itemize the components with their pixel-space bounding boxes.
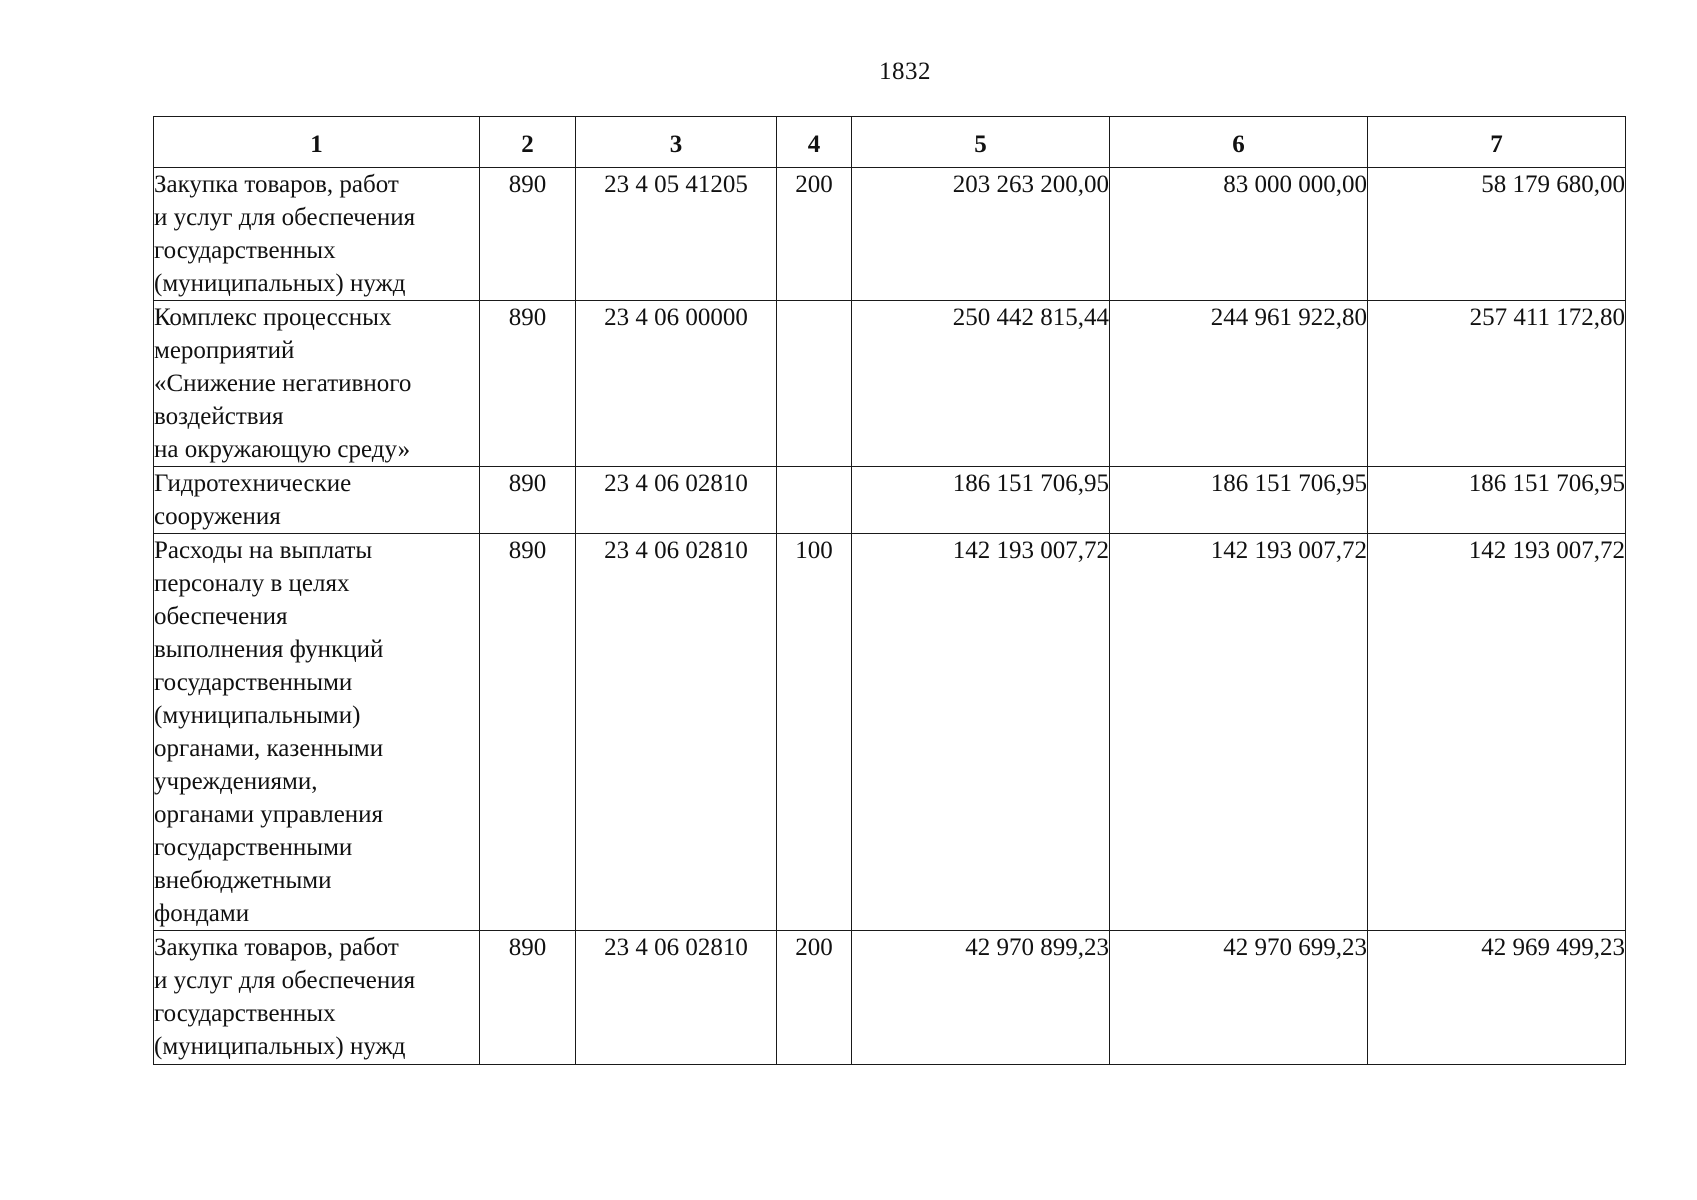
row-col5-cell: 142 193 007,72	[852, 534, 1110, 931]
table-body	[154, 168, 1626, 1065]
row-col7-cell: 142 193 007,72	[1368, 534, 1626, 931]
row-col5-cell: 203 263 200,00	[852, 168, 1110, 301]
table-header	[154, 117, 1626, 168]
row-col6-cell: 83 000 000,00	[1110, 168, 1368, 301]
row-name-line: государственными	[154, 834, 353, 861]
table-row	[154, 467, 1626, 534]
row-name-line: на окружающую среду»	[154, 436, 411, 463]
header-col-1: 1	[154, 117, 480, 168]
row-name-cell	[154, 534, 480, 931]
row-col7-cell: 58 179 680,00	[1368, 168, 1626, 301]
row-name-line: государственными	[154, 669, 353, 696]
row-col5-cell: 186 151 706,95	[852, 467, 1110, 534]
row-name-line: (муниципальных) нужд	[154, 270, 406, 297]
row-col5-cell: 42 970 899,23	[852, 931, 1110, 1065]
row-col4-cell: 200	[777, 931, 852, 1065]
row-col5-cell: 250 442 815,44	[852, 301, 1110, 467]
row-col3-cell: 23 4 06 00000	[576, 301, 777, 467]
row-name-line: внебюджетными	[154, 867, 332, 894]
row-col4-cell	[777, 467, 852, 534]
row-name-line: Закупка товаров, работ	[154, 171, 399, 198]
table-row	[154, 534, 1626, 931]
row-col3-cell: 23 4 06 02810	[576, 534, 777, 931]
row-col2-cell: 890	[480, 168, 576, 301]
row-name-line: (муниципальными)	[154, 702, 361, 729]
row-col6-cell: 42 970 699,23	[1110, 931, 1368, 1065]
table-row	[154, 168, 1626, 301]
header-col-3: 3	[576, 117, 777, 168]
row-name-line: и услуг для обеспечения	[154, 967, 416, 994]
row-col2-cell: 890	[480, 931, 576, 1065]
row-col4-cell: 100	[777, 534, 852, 931]
table-row	[154, 931, 1626, 1065]
row-name-line: (муниципальных) нужд	[154, 1033, 406, 1060]
row-col3-cell: 23 4 06 02810	[576, 931, 777, 1065]
row-col2-cell: 890	[480, 301, 576, 467]
row-name-line: Комплекс процессных	[154, 304, 392, 331]
row-col2-cell: 890	[480, 534, 576, 931]
budget-table	[153, 116, 1626, 1065]
row-col7-cell: 257 411 172,80	[1368, 301, 1626, 467]
row-name-line: выполнения функций	[154, 636, 384, 663]
header-row	[154, 117, 1626, 168]
header-col-4: 4	[777, 117, 852, 168]
row-name-cell	[154, 301, 480, 467]
row-name-line: Расходы на выплаты	[154, 537, 373, 564]
row-name-line: «Снижение негативного	[154, 370, 412, 397]
row-col3-cell: 23 4 05 41205	[576, 168, 777, 301]
row-name-line: воздействия	[154, 403, 284, 430]
row-name-line: обеспечения	[154, 603, 288, 630]
row-name-line: и услуг для обеспечения	[154, 204, 416, 231]
row-name-line: Закупка товаров, работ	[154, 934, 399, 961]
row-name-cell	[154, 168, 480, 301]
row-name-line: фондами	[154, 900, 250, 927]
page-number: 1832	[879, 58, 931, 85]
row-name-line: государственных	[154, 1000, 336, 1027]
header-col-7: 7	[1368, 117, 1626, 168]
row-name-cell	[154, 467, 480, 534]
row-col7-cell: 186 151 706,95	[1368, 467, 1626, 534]
row-name-line: государственных	[154, 237, 336, 264]
row-name-cell	[154, 931, 480, 1065]
row-col3-cell: 23 4 06 02810	[576, 467, 777, 534]
row-name-line: органами, казенными	[154, 735, 384, 762]
header-col-5: 5	[852, 117, 1110, 168]
row-name-line: сооружения	[154, 503, 281, 530]
row-col6-cell: 186 151 706,95	[1110, 467, 1368, 534]
header-col-6: 6	[1110, 117, 1368, 168]
row-col7-cell: 42 969 499,23	[1368, 931, 1626, 1065]
row-name-line: мероприятий	[154, 337, 295, 364]
row-col6-cell: 244 961 922,80	[1110, 301, 1368, 467]
header-col-2: 2	[480, 117, 576, 168]
row-name-line: Гидротехнические	[154, 470, 352, 497]
row-col4-cell	[777, 301, 852, 467]
row-name-line: персоналу в целях	[154, 570, 350, 597]
row-col6-cell: 142 193 007,72	[1110, 534, 1368, 931]
row-name-line: органами управления	[154, 801, 384, 828]
row-name-line: учреждениями,	[154, 768, 318, 795]
row-col2-cell: 890	[480, 467, 576, 534]
table-row	[154, 301, 1626, 467]
row-col4-cell: 200	[777, 168, 852, 301]
